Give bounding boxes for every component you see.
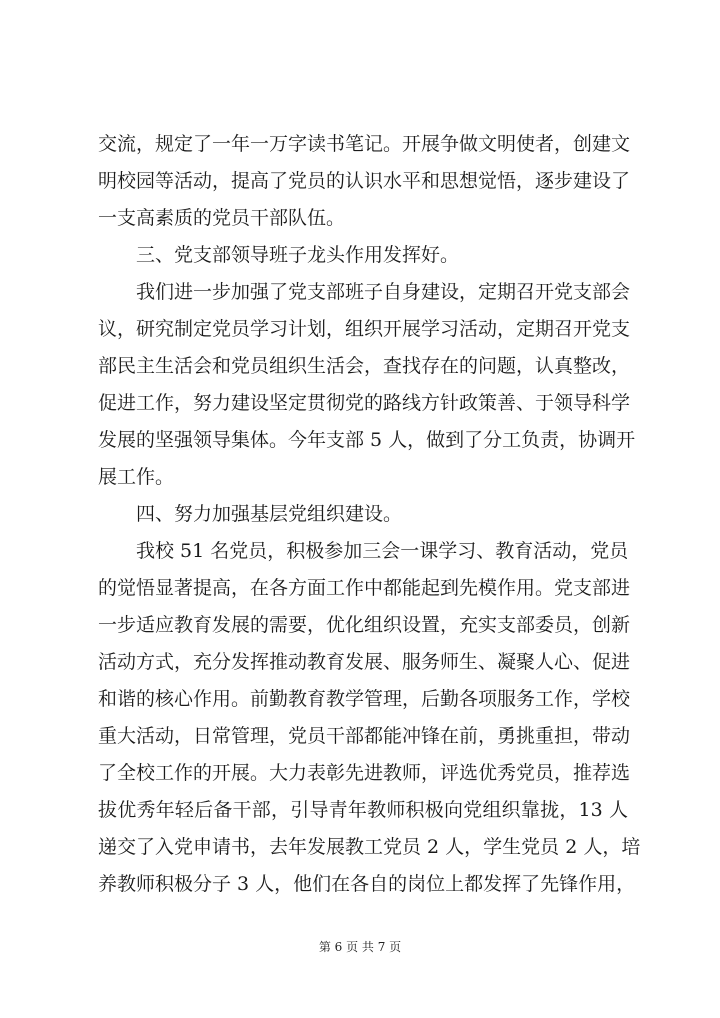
text-line: 三、党支部领导班子龙头作用发挥好。 (136, 244, 460, 266)
text-line: 展工作。 (98, 466, 175, 488)
text-line: 我校 51 名党员，积极参加三会一课学习、教育活动，党员 (136, 540, 629, 562)
text-line: 递交了入党申请书，去年发展教工党员 2 人，学生党员 2 人，培 (98, 836, 641, 858)
text-line: 发展的坚强领导集体。今年支部 5 人，做到了分工负责，协调开 (98, 429, 636, 451)
text-line: 的觉悟显著提高，在各方面工作中都能起到先模作用。党支部进 (98, 577, 631, 599)
text-line: 交流，规定了一年一万字读书笔记。开展争做文明使者，创建文 (98, 133, 631, 155)
text-line: 活动方式，充分发挥推动教育发展、服务师生、凝聚人心、促进 (98, 651, 631, 673)
page-footer: 第 6 页 共 7 页 (318, 940, 402, 954)
document-body (98, 126, 641, 903)
text-line: 四、努力加强基层党组织建设。 (136, 503, 403, 525)
text-line: 我们进一步加强了党支部班子自身建设，定期召开党支部会 (136, 281, 631, 303)
text-line: 促进工作，努力建设坚定贯彻党的路线方针政策善、于领导科学 (98, 392, 631, 414)
text-line: 一步适应教育发展的需要，优化组织设置，充实支部委员，创新 (98, 614, 631, 636)
text-line: 养教师积极分子 3 人，他们在各自的岗位上都发挥了先锋作用， (98, 873, 636, 895)
text-line: 了全校工作的开展。大力表彰先进教师，评选优秀党员，推荐选 (98, 762, 631, 784)
text-line: 拔优秀年轻后备干部，引导青年教师积极向党组织靠拢，13 人 (98, 799, 628, 821)
text-line: 部民主生活会和党员组织生活会，查找存在的问题，认真整改， (98, 355, 631, 377)
text-line: 议，研究制定党员学习计划，组织开展学习活动，定期召开党支 (98, 318, 631, 340)
text-line: 和谐的核心作用。前勤教育教学管理，后勤各项服务工作，学校 (98, 688, 631, 710)
text-line: 重大活动，日常管理，党员干部都能冲锋在前，勇挑重担，带动 (98, 725, 631, 747)
text-line: 一支高素质的党员干部队伍。 (98, 207, 346, 229)
text-line: 明校园等活动，提高了党员的认识水平和思想觉悟，逐步建设了 (98, 170, 631, 192)
